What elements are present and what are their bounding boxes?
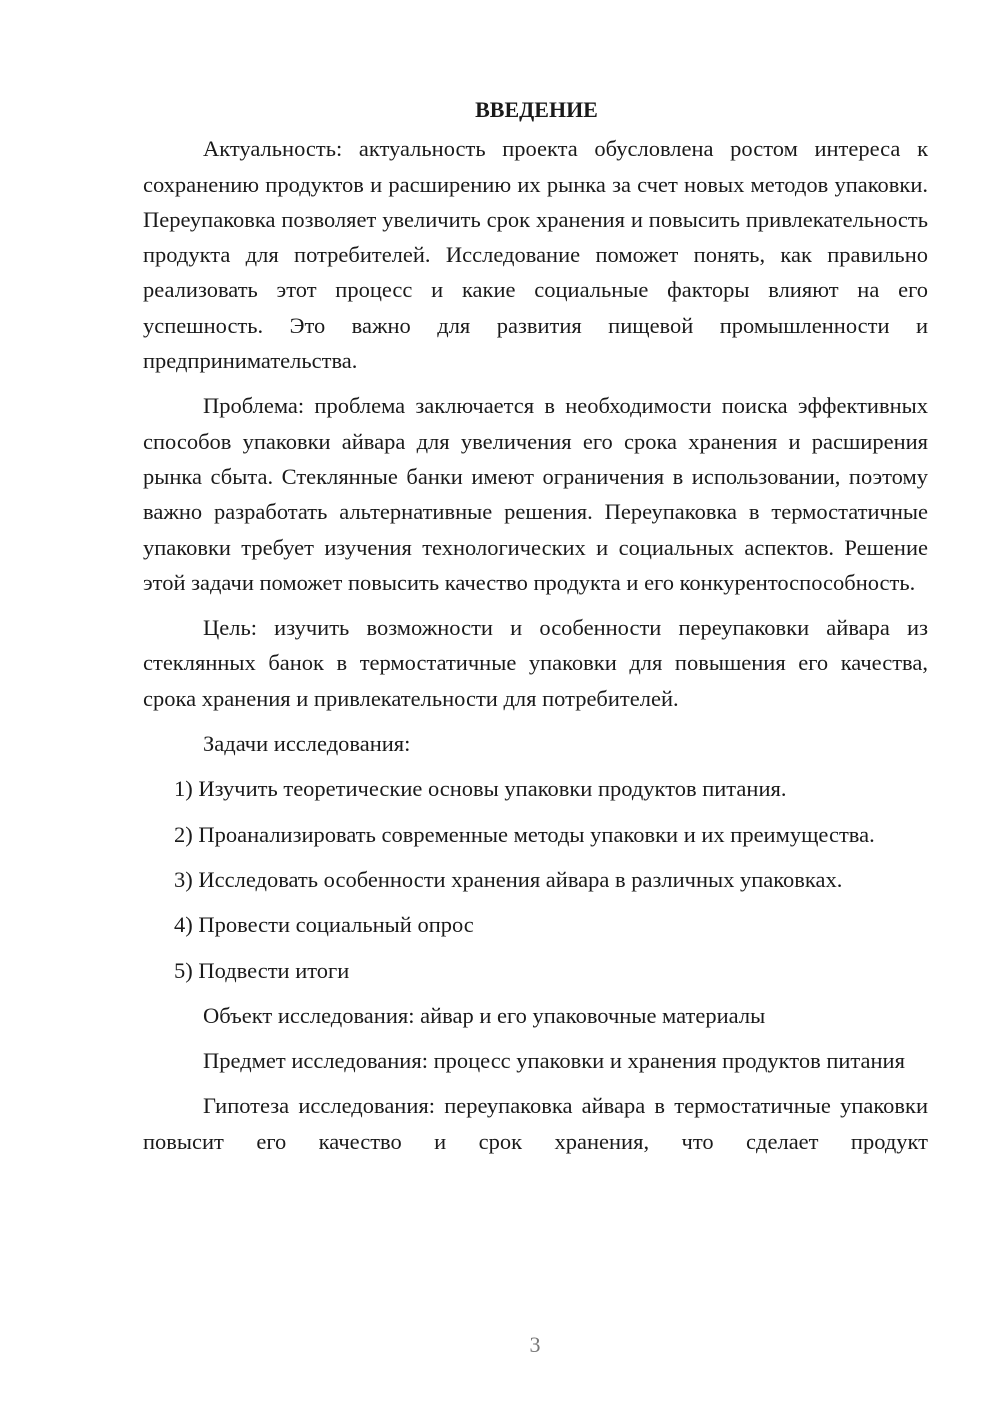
task-item: 4) Провести социальный опрос xyxy=(174,912,474,938)
section-title: ВВЕДЕНИЕ xyxy=(475,97,598,122)
tasks-heading: Задачи исследования: xyxy=(203,731,411,757)
paragraph-goal: Цель: изучить возможности и особенности переупаковки айвара из стеклянных банок в термостатичные упаковки для повышения его качества, срока хранения и привлекательности для потребителей. xyxy=(143,615,928,711)
paragraph-relevance: Актуальность: актуальность проекта обусловлена ростом интереса к сохранению продуктов и расширению их рынка за счет новых методов упаковки. Переупаковка позволяет увеличить срок хранения и повысить привлекательность продукта для потребителей. Исследование поможет понять, как правильно реализовать этот процесс и какие социальные факторы влияют на его успешность. Это важно для развития пищевой промышленности и предпринимательства. xyxy=(143,136,928,374)
paragraph-problem: Проблема: проблема заключается в необходимости поиска эффективных способов упаковки айвара для увеличения его срока хранения и расширения рынка сбыта. Стеклянные банки имеют ограничения в использовании, поэтому важно разработать альтернативные решения. Переупаковка в термостатичные упаковки требует изучения технологических и социальных аспектов. Решение этой задачи поможет повысить качество продукта и его конкурентоспособность. xyxy=(143,393,928,595)
page-number: 3 xyxy=(529,1332,541,1357)
task-item: 1) Изучить теоретические основы упаковки продуктов питания. xyxy=(174,776,787,802)
paragraph-subject: Предмет исследования: процесс упаковки и хранения продуктов питания xyxy=(203,1048,905,1074)
paragraph-hypothesis: Гипотеза исследования: переупаковка айвара в термостатичные упаковки повысит его качество и срок хранения, что сделает продукт xyxy=(143,1093,928,1154)
task-item: 3) Исследовать особенности хранения айвара в различных упаковках. xyxy=(174,866,843,892)
paragraph-object: Объект исследования: айвар и его упаковочные материалы xyxy=(203,1002,766,1028)
task-item: 5) Подвести итоги xyxy=(174,957,350,983)
document-page xyxy=(143,92,928,1169)
task-item: 2) Проанализировать современные методы упаковки и их преимущества. xyxy=(174,821,875,847)
